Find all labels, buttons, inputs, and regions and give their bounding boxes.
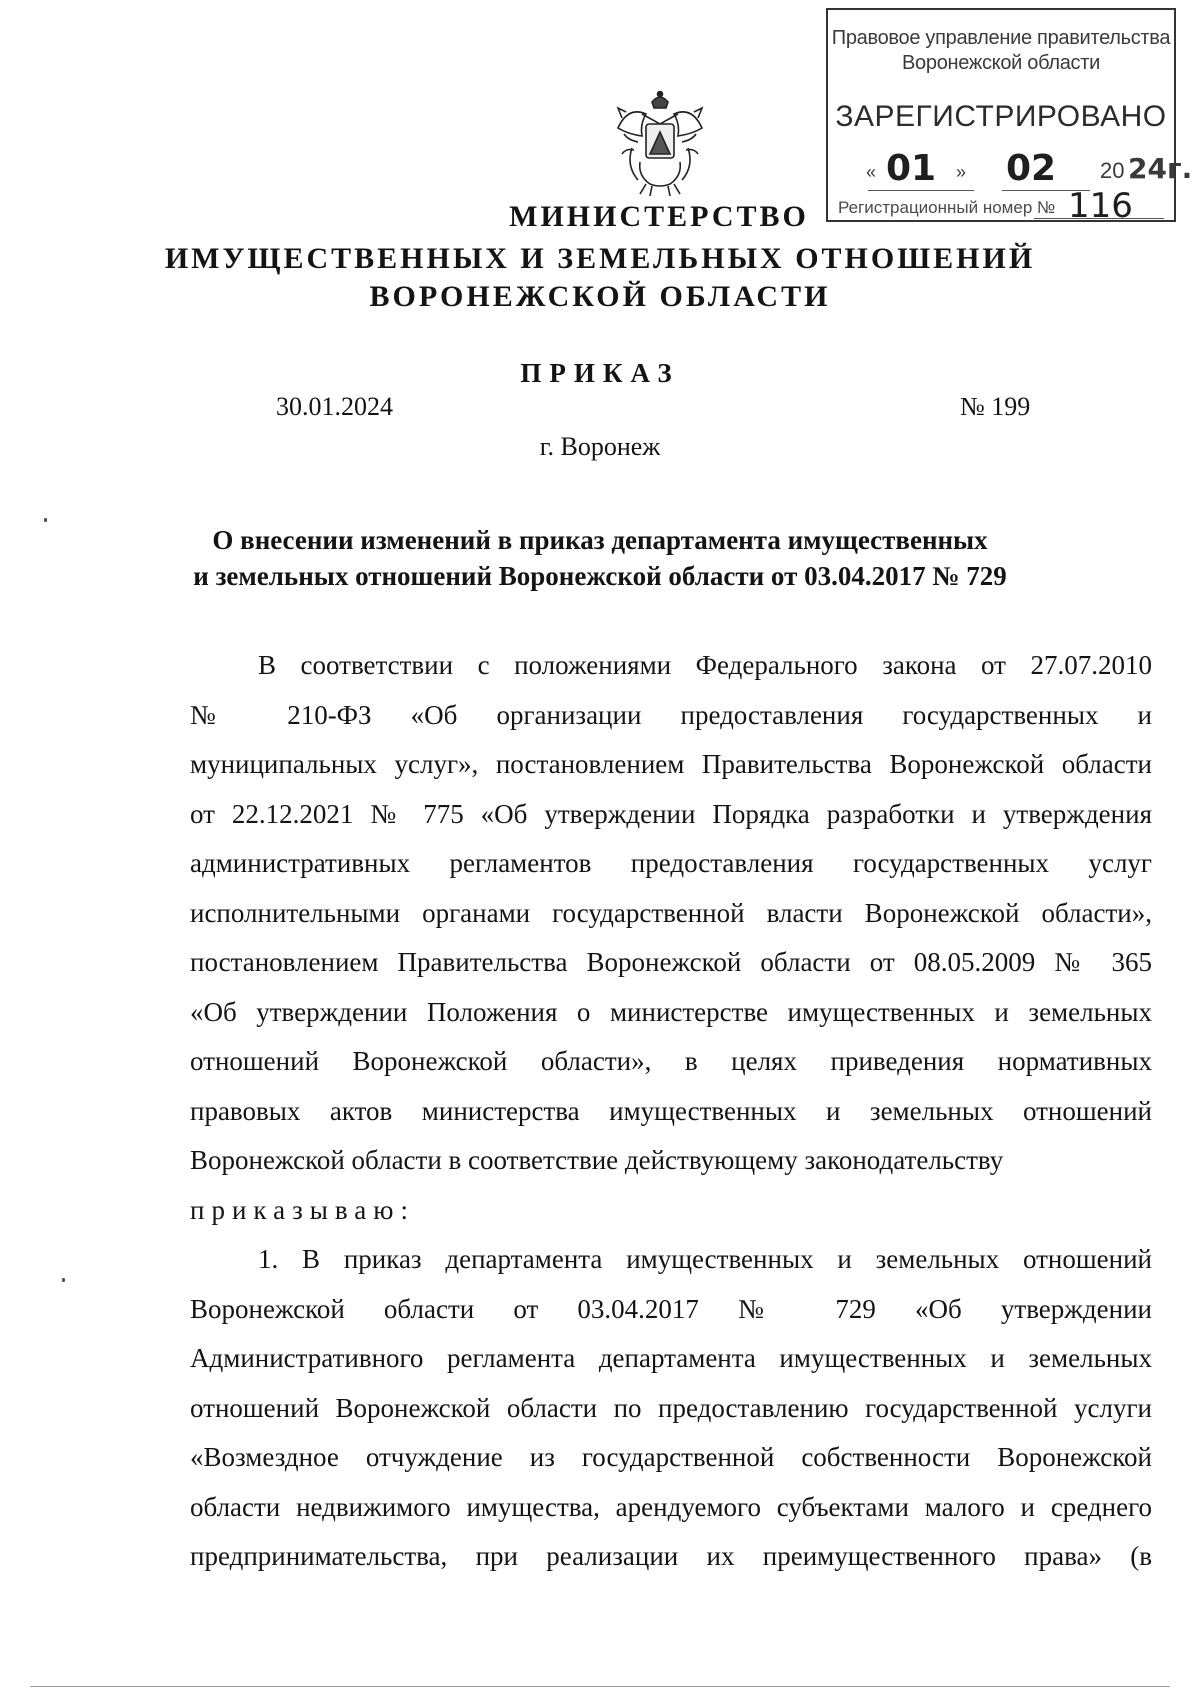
body-line: Воронежской области в соответствие действующему законодательству	[190, 1145, 1004, 1175]
stamp-date-open-quote: «	[866, 162, 877, 182]
stamp-org-line2: Воронежской области	[902, 52, 1100, 74]
stamp-org-line1: Правовое управление правительства	[831, 27, 1171, 49]
body-line: № 210-ФЗ «Об организации предоставления государственных и	[190, 700, 1152, 730]
body-line: 1. В приказ департамента имущественных и земельных отношений	[258, 1244, 1152, 1274]
registration-stamp	[826, 8, 1193, 226]
stamp-year-prefix: 20	[1100, 158, 1125, 183]
ministry-title-line2: ИМУЩЕСТВЕННЫХ И ЗЕМЕЛЬНЫХ ОТНОШЕНИЙ	[164, 242, 1036, 275]
subject-line1: О внесении изменений в приказ департамента имущественных	[212, 525, 988, 555]
body-line: отношений Воронежской области по предоставлению государственной услуги	[190, 1393, 1152, 1423]
body-line: предпринимательства, при реализации их преимущественного права» (в	[190, 1541, 1152, 1571]
order-date: 30.01.2024	[276, 392, 393, 421]
ministry-title-line3: ВОРОНЕЖСКОЙ ОБЛАСТИ	[369, 280, 831, 313]
stamp-date-close-quote: »	[956, 162, 967, 182]
stamp-year-suffix: 24г.	[1128, 152, 1193, 185]
ministry-title-line1: МИНИСТЕРСТВО	[509, 200, 809, 233]
stamp-reg-number-label: Регистрационный номер №	[838, 198, 1056, 217]
body-line: «Об утверждении Положения о министерстве имущественных и земельных	[190, 997, 1152, 1027]
subject-line2: и земельных отношений Воронежской области от 03.04.2017 № 729	[193, 561, 1007, 591]
order-number: № 199	[960, 392, 1031, 421]
body-line: Административного регламента департамента имущественных и земельных	[190, 1343, 1152, 1373]
stamp-organization	[828, 26, 1174, 76]
order-city: г. Воронеж	[539, 432, 661, 461]
coat-of-arms-emblem	[612, 88, 708, 198]
order-title: ПРИКАЗ	[520, 358, 680, 388]
body-line: «Возмездное отчуждение из государственной собственности Воронежской	[190, 1442, 1152, 1472]
scan-speck	[44, 518, 47, 522]
stamp-day: 01	[886, 148, 937, 189]
body-line: от 22.12.2021 № 775 «Об утверждении Порядка разработки и утверждения	[190, 799, 1152, 829]
stamp-date	[866, 148, 1193, 190]
body-line: правовых актов министерства имущественных и земельных отношений	[190, 1096, 1152, 1126]
body-line: отношений Воронежской области», в целях приведения нормативных	[190, 1046, 1152, 1076]
stamp-day-underline	[868, 190, 974, 191]
stamp-month: 02	[1006, 148, 1057, 189]
scan-bottom-edge	[30, 1686, 1170, 1687]
scan-speck	[62, 1278, 65, 1282]
order-directive: приказываю:	[190, 1195, 415, 1225]
body-line: административных регламентов предоставления государственных услуг	[190, 848, 1152, 878]
body-line: исполнительными органами государственной власти Воронежской области»,	[190, 898, 1152, 928]
body-line: Воронежской области от 03.04.2017 № 729 «Об утверждении	[190, 1294, 1152, 1324]
body-line: области недвижимого имущества, арендуемого субъектами малого и среднего	[190, 1492, 1152, 1522]
order-subject	[0, 522, 1200, 594]
stamp-registered-label: ЗАРЕГИСТРИРОВАНО	[835, 100, 1167, 133]
body-line: В соответствии с положениями Федерального закона от 27.07.2010	[258, 650, 1152, 680]
stamp-reg-number: 116	[1068, 186, 1133, 226]
body-line: постановлением Правительства Воронежской области от 08.05.2009 № 365	[190, 947, 1152, 977]
body-line: муниципальных услуг», постановлением Правительства Воронежской области	[190, 749, 1152, 779]
